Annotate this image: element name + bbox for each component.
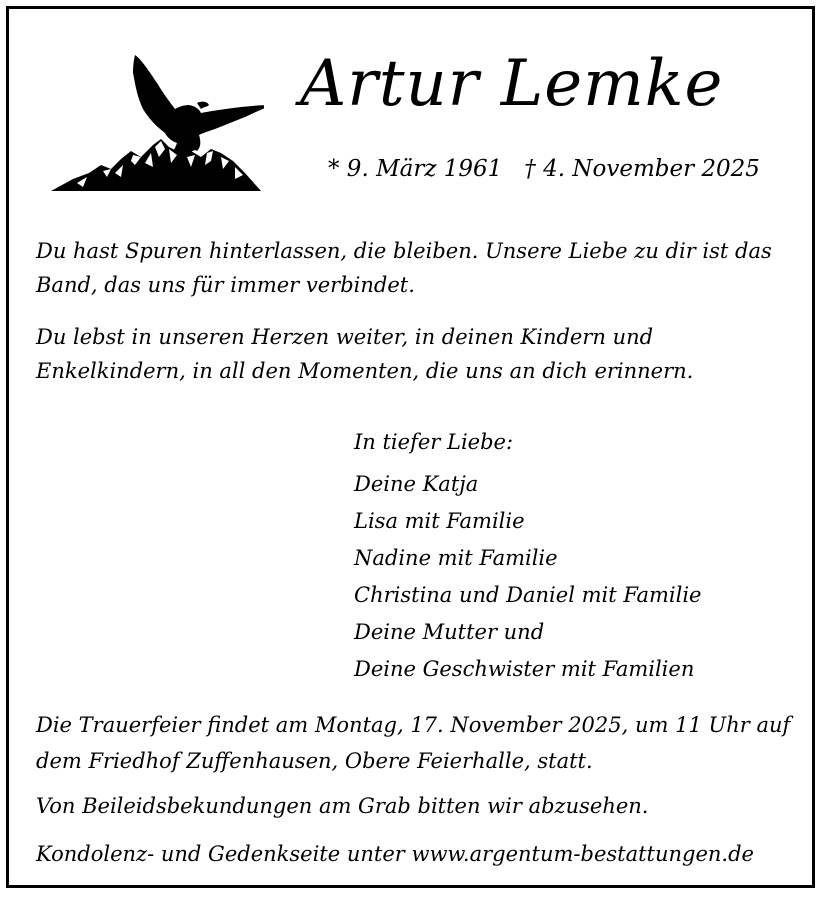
funeral-service-info: Die Trauerfeier findet am Montag, 17. November 2025, um 11 Uhr auf dem Friedhof Zuffenhausen, Obere Feierhalle, statt. <box>36 713 791 773</box>
mourner-line: Nadine mit Familie <box>354 546 558 570</box>
memorial-website-line: Kondolenz- und Gedenkseite unter www.argentum-bestattungen.de <box>36 842 754 866</box>
mourner-line: Christina und Daniel mit Familie <box>354 583 702 607</box>
deceased-name: Artur Lemke <box>300 47 724 121</box>
life-dates <box>328 154 760 184</box>
mourner-line: Lisa mit Familie <box>354 509 525 533</box>
mourner-line: Deine Geschwister mit Familien <box>354 657 695 681</box>
death-date: † 4. November 2025 <box>524 156 760 182</box>
tribute-paragraph-2: Du lebst in unseren Herzen weiter, in deinen Kindern und Enkelkindern, in all den Momenten, die uns an dich erinnern. <box>36 325 694 383</box>
eagle-over-mountains-icon <box>49 49 264 194</box>
birth-date: * 9. März 1961 <box>328 156 503 182</box>
mourner-line: Deine Katja <box>354 472 479 496</box>
mourner-line: Deine Mutter und <box>354 620 545 644</box>
signoff-heading: In tiefer Liebe: <box>354 430 514 454</box>
condolence-note: Von Beileidsbekundungen am Grab bitten wir abzusehen. <box>36 794 649 818</box>
tribute-paragraph-1: Du hast Spuren hinterlassen, die bleiben. Unsere Liebe zu dir ist das Band, das uns für immer verbindet. <box>36 239 772 297</box>
family-signoff <box>354 424 701 688</box>
